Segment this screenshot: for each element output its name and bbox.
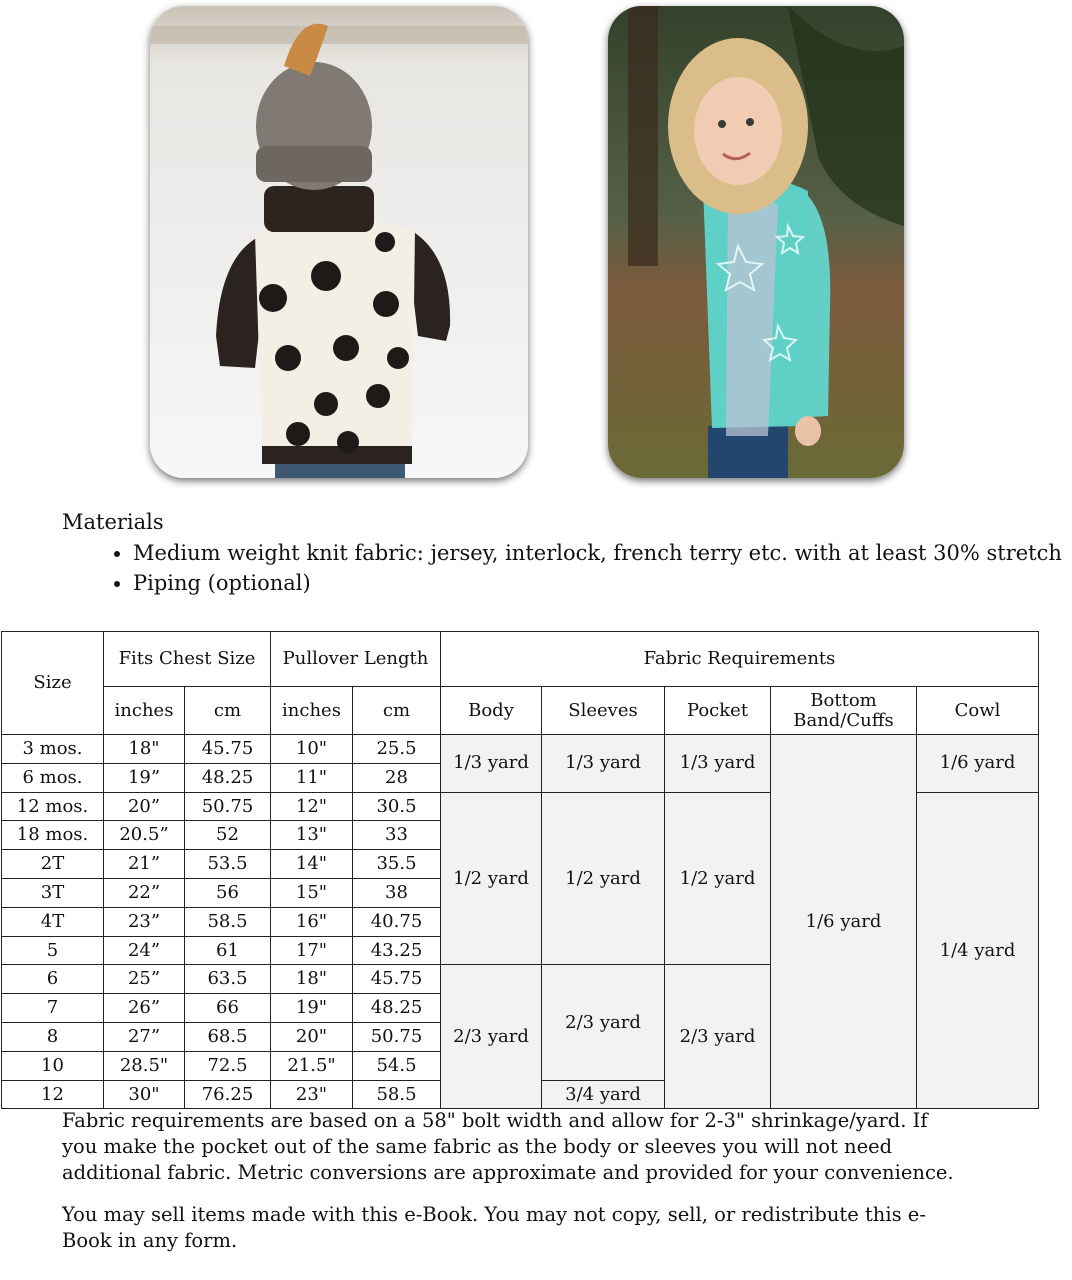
chest-inches-cell: 27” — [104, 1022, 185, 1051]
header-size: Size — [2, 632, 104, 735]
header-pocket: Pocket — [665, 687, 771, 735]
pocket-fabric-cell: 1/2 yard — [665, 792, 771, 965]
size-cell: 6 mos. — [2, 763, 104, 792]
size-cell: 4T — [2, 907, 104, 936]
size-cell: 3 mos. — [2, 735, 104, 764]
notes-section — [62, 1108, 962, 1270]
photo-star-pullover — [608, 6, 904, 478]
chest-cm-cell: 50.75 — [185, 792, 271, 821]
chest-cm-cell: 72.5 — [185, 1051, 271, 1080]
length-inches-cell: 11" — [271, 763, 353, 792]
length-inches-cell: 13" — [271, 821, 353, 850]
bottom-band-fabric-cell: 1/6 yard — [771, 735, 917, 1109]
sleeves-fabric-cell: 2/3 yard — [542, 965, 665, 1080]
header-fabric: Fabric Requirements — [441, 632, 1039, 687]
length-inches-cell: 18" — [271, 965, 353, 994]
length-inches-cell: 14" — [271, 850, 353, 879]
sleeves-fabric-cell: 1/3 yard — [542, 735, 665, 793]
size-cell: 7 — [2, 994, 104, 1023]
length-cm-cell: 43.25 — [353, 936, 441, 965]
header-length: Pullover Length — [271, 632, 441, 687]
table-row — [2, 735, 1039, 764]
fabric-note: Fabric requirements are based on a 58" bolt width and allow for 2-3" shrinkage/yard. If you make the pocket out of the same fabric as the body or sleeves you will not need additional fabric. Metric conversions are approximate and provided for your convenience. — [62, 1109, 954, 1184]
length-inches-cell: 21.5" — [271, 1051, 353, 1080]
chest-cm-cell: 68.5 — [185, 1022, 271, 1051]
sleeves-fabric-cell: 1/2 yard — [542, 792, 665, 965]
body-fabric-cell: 2/3 yard — [441, 965, 542, 1109]
length-inches-cell: 15" — [271, 878, 353, 907]
length-inches-cell: 23" — [271, 1080, 353, 1109]
pocket-fabric-cell: 1/3 yard — [665, 735, 771, 793]
size-cell: 6 — [2, 965, 104, 994]
size-chart-table — [1, 631, 1039, 1109]
materials-heading: Materials — [62, 510, 164, 534]
chest-inches-cell: 21” — [104, 850, 185, 879]
list-item: • Piping (optional) — [133, 568, 1062, 598]
length-inches-cell: 20" — [271, 1022, 353, 1051]
chest-cm-cell: 45.75 — [185, 735, 271, 764]
body-fabric-cell: 1/3 yard — [441, 735, 542, 793]
chest-cm-cell: 56 — [185, 878, 271, 907]
length-cm-cell: 40.75 — [353, 907, 441, 936]
chest-inches-cell: 25” — [104, 965, 185, 994]
cowl-fabric-cell: 1/4 yard — [917, 792, 1039, 1109]
header-bottom-line2: Band/Cuffs — [793, 709, 894, 731]
chest-cm-cell: 53.5 — [185, 850, 271, 879]
chest-cm-cell: 76.25 — [185, 1080, 271, 1109]
size-cell: 5 — [2, 936, 104, 965]
chest-inches-cell: 20” — [104, 792, 185, 821]
size-cell: 18 mos. — [2, 821, 104, 850]
materials-list — [62, 538, 1062, 598]
size-cell: 10 — [2, 1051, 104, 1080]
chest-inches-cell: 19” — [104, 763, 185, 792]
length-inches-cell: 16" — [271, 907, 353, 936]
header-bottom — [771, 687, 917, 735]
length-inches-cell: 10" — [271, 735, 353, 764]
header-sleeves: Sleeves — [542, 687, 665, 735]
header-body: Body — [441, 687, 542, 735]
cowl-fabric-cell: 1/6 yard — [917, 735, 1039, 793]
length-inches-cell: 19" — [271, 994, 353, 1023]
chest-inches-cell: 22” — [104, 878, 185, 907]
materials-section — [62, 510, 1062, 598]
pocket-fabric-cell: 2/3 yard — [665, 965, 771, 1109]
chest-inches-cell: 26” — [104, 994, 185, 1023]
length-cm-cell: 38 — [353, 878, 441, 907]
header-chest-inches: inches — [104, 687, 185, 735]
header-chest-cm: cm — [185, 687, 271, 735]
chest-cm-cell: 48.25 — [185, 763, 271, 792]
length-inches-cell: 12" — [271, 792, 353, 821]
size-cell: 2T — [2, 850, 104, 879]
chest-inches-cell: 23” — [104, 907, 185, 936]
list-item: • Medium weight knit fabric: jersey, interlock, french terry etc. with at least 30% stretch — [133, 538, 1062, 568]
header-chest: Fits Chest Size — [104, 632, 271, 687]
length-cm-cell: 35.5 — [353, 850, 441, 879]
chest-inches-cell: 20.5” — [104, 821, 185, 850]
chest-cm-cell: 52 — [185, 821, 271, 850]
photo-polka-dot-pullover — [150, 6, 528, 478]
chest-inches-cell: 24” — [104, 936, 185, 965]
length-cm-cell: 25.5 — [353, 735, 441, 764]
length-cm-cell: 50.75 — [353, 1022, 441, 1051]
length-cm-cell: 54.5 — [353, 1051, 441, 1080]
header-length-cm: cm — [353, 687, 441, 735]
size-cell: 8 — [2, 1022, 104, 1051]
body-fabric-cell: 1/2 yard — [441, 792, 542, 965]
size-cell: 12 — [2, 1080, 104, 1109]
size-cell: 3T — [2, 878, 104, 907]
length-cm-cell: 30.5 — [353, 792, 441, 821]
length-cm-cell: 33 — [353, 821, 441, 850]
chest-inches-cell: 28.5" — [104, 1051, 185, 1080]
length-cm-cell: 48.25 — [353, 994, 441, 1023]
chest-cm-cell: 63.5 — [185, 965, 271, 994]
size-cell: 12 mos. — [2, 792, 104, 821]
length-cm-cell: 45.75 — [353, 965, 441, 994]
length-cm-cell: 58.5 — [353, 1080, 441, 1109]
length-cm-cell: 28 — [353, 763, 441, 792]
sleeves-fabric-cell: 3/4 yard — [542, 1080, 665, 1109]
header-bottom-line1: Bottom — [810, 689, 877, 711]
chest-inches-cell: 30" — [104, 1080, 185, 1109]
length-inches-cell: 17" — [271, 936, 353, 965]
chest-cm-cell: 61 — [185, 936, 271, 965]
chest-inches-cell: 18" — [104, 735, 185, 764]
chest-cm-cell: 58.5 — [185, 907, 271, 936]
chest-cm-cell: 66 — [185, 994, 271, 1023]
license-note: You may sell items made with this e-Book. You may not copy, sell, or redistribute this e-Book in any form. — [62, 1203, 926, 1252]
header-length-inches: inches — [271, 687, 353, 735]
header-cowl: Cowl — [917, 687, 1039, 735]
